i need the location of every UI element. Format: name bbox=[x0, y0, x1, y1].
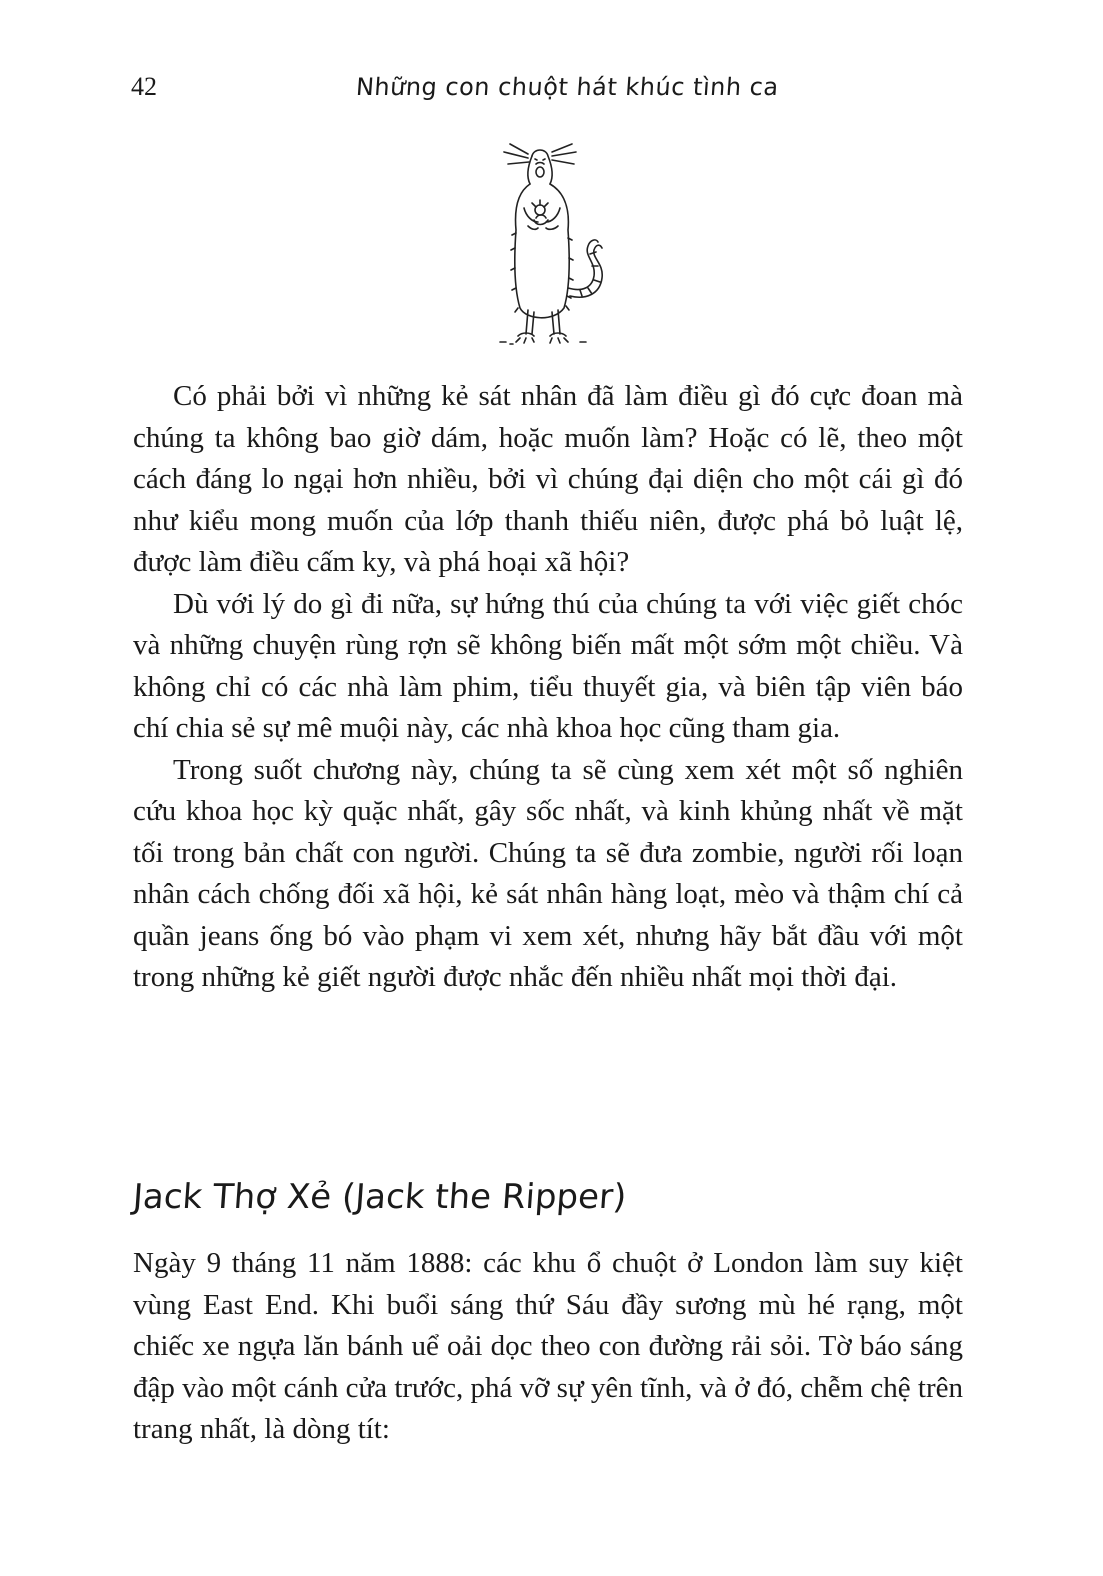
section-heading: Jack Thợ Xẻ (Jack the Ripper) bbox=[131, 1177, 628, 1217]
singing-mouse-illustration-icon bbox=[480, 138, 630, 353]
paragraph: Dù với lý do gì đi nữa, sự hứng thú của chúng ta với việc giết chóc và những chuyện rùng rợn sẽ không biến mất một sớm một chiều. Và không chỉ có các nhà làm phim, tiểu thuyết gia, và biên tập viên báo chí chia sẻ sự mê muội này, các nhà khoa học cũng tham gia. bbox=[133, 587, 963, 744]
intro-paragraphs bbox=[133, 376, 963, 999]
section-body bbox=[133, 1243, 963, 1451]
paragraph: Trong suốt chương này, chúng ta sẽ cùng xem xét một số nghiên cứu khoa học kỳ quặc nhất, gây sốc nhất, và kinh khủng nhất về mặt tối trong bản chất con người. Chúng ta sẽ đưa zombie, người rối loạn nhân cách chống đối xã hội, kẻ sát nhân hàng loạt, mèo và thậm chí cả quần jeans ống bó vào phạm vi xem xét, nhưng hãy bắt đầu với một trong những kẻ giết người được nhắc đến nhiều nhất mọi thời đại. bbox=[133, 753, 963, 993]
running-title: Những con chuột hát khúc tình ca bbox=[355, 73, 780, 101]
paragraph: Ngày 9 tháng 11 năm 1888: các khu ổ chuột ở London làm suy kiệt vùng East End. Khi buổi sáng thứ Sáu đầy sương mù hé rạng, một chiếc xe ngựa lăn bánh uể oải dọc theo con đường rải sỏi. Tờ báo sáng đập vào một cánh cửa trước, phá vỡ sự yên tĩnh, và ở đó, chễm chệ trên trang nhất, là dòng tít: bbox=[133, 1247, 963, 1445]
paragraph: Có phải bởi vì những kẻ sát nhân đã làm điều gì đó cực đoan mà chúng ta không bao giờ dám, hoặc muốn làm? Hoặc có lẽ, theo một cách đáng lo ngại hơn nhiều, bởi vì chúng đại diện cho một cái gì đó như kiểu mong muốn của lớp thanh thiếu niên, được phá bỏ luật lệ, được làm điều cấm ky, và phá hoại xã hội? bbox=[133, 380, 963, 578]
page-number: 42 bbox=[131, 72, 157, 101]
